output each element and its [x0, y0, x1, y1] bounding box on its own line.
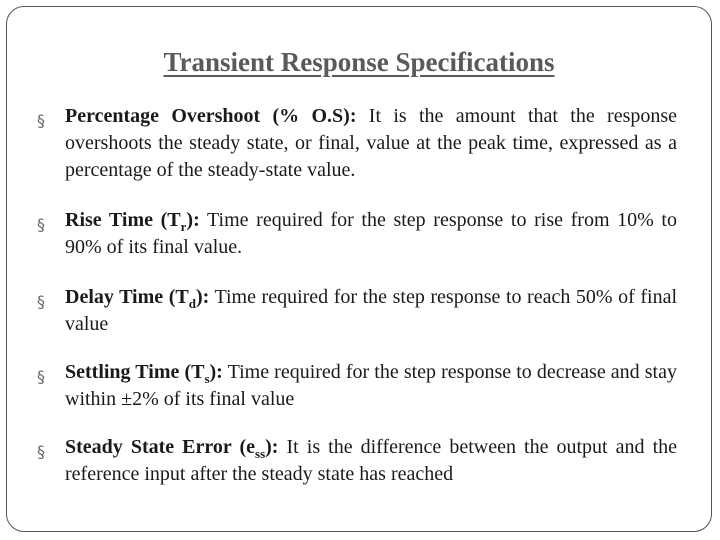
bullet-text: Time required for the step response to decrease and stay within ±2% of its final value [65, 361, 677, 410]
bullet-marker-icon: § [37, 292, 45, 311]
term-prefix: Steady State Error (e [65, 436, 256, 458]
term-subscript: d [188, 296, 196, 311]
bullet-term: Percentage Overshoot (% O.S): [65, 105, 357, 127]
bullet-settling-time [37, 359, 677, 413]
bullet-text: It is the amount that the response overshoots the steady state, or final, value at the peak time, expressed as a percentage of the steady-state value. [65, 105, 678, 181]
bullet-marker-icon: § [37, 111, 45, 130]
bullet-term [65, 361, 223, 386]
bullet-marker-icon: § [37, 215, 45, 234]
term-suffix: ): [186, 209, 200, 231]
bullet-term [65, 286, 210, 311]
term-subscript: s [204, 371, 210, 386]
term-prefix: Rise Time (T [65, 209, 181, 231]
bullet-percentage-overshoot [37, 103, 677, 184]
term-subscript: ss [255, 446, 266, 461]
bullet-steady-state-error [37, 434, 677, 488]
term-suffix: ): [209, 361, 223, 383]
bullet-marker-icon: § [37, 442, 45, 461]
bullet-marker-icon: § [37, 367, 45, 386]
term-subscript: r [180, 219, 187, 234]
bullet-text: Time required for the step response to reach 50% of final value [65, 286, 678, 335]
bullet-list [37, 103, 677, 488]
bullet-rise-time [37, 207, 677, 261]
slide-frame [6, 6, 712, 532]
bullet-text: It is the difference between the output and the reference input after the steady state has reached [65, 436, 678, 485]
bullet-delay-time [37, 284, 677, 338]
bullet-term [65, 209, 200, 234]
bullet-text: Time required for the step response to rise from 10% to 90% of its final value. [65, 209, 677, 258]
slide-title: Transient Response Specifications [163, 47, 555, 77]
term-prefix: Delay Time (T [65, 286, 189, 308]
term-suffix: ): [195, 286, 210, 308]
term-prefix: Settling Time (T [65, 361, 205, 383]
term-suffix: ): [265, 436, 279, 458]
bullet-term [65, 436, 279, 461]
